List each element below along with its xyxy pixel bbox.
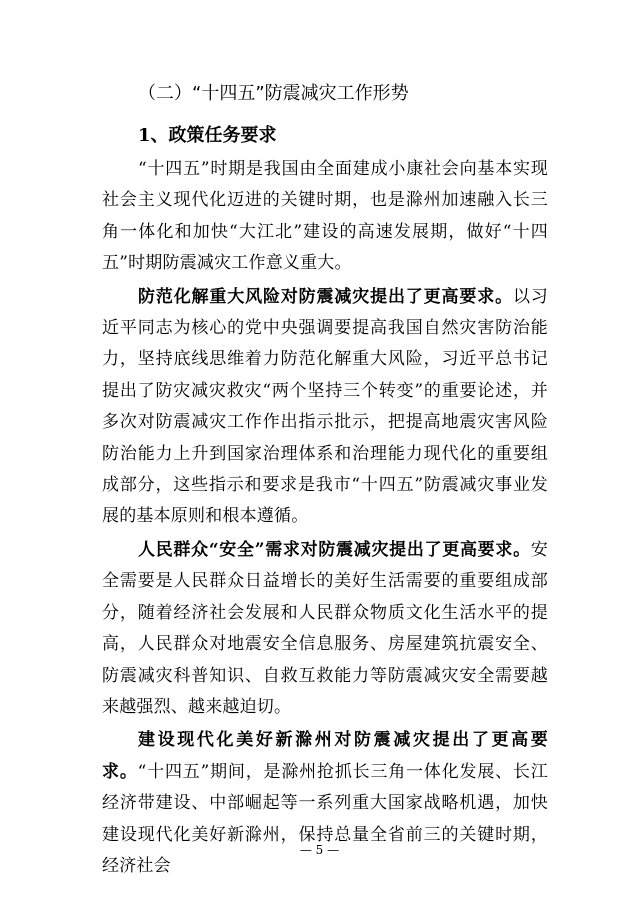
paragraph-lead: 防范化解重大风险对防震减灾提出了更高要求。 [138,286,513,307]
page-number: — 5 — [299,843,340,857]
paragraph-4 [102,725,548,882]
paragraph-text: “十四五”期间，是滁州抢抓长三角一体化发展、长江经济带建设、中部崛起等一系列重大国家战略机遇，加快建设现代化美好新滁州，保持总量全省前三的关键时期，经济社会 [102,761,548,876]
paragraph-1 [102,154,548,280]
page-content [102,80,548,882]
paragraph-text: 以习近平同志为核心的党中央强调要提高我国自然灾害防治能力，坚持底线思维着力防范化解重大风险，习近平总书记提出了防灾减灾救灾“两个坚持三个转变”的重要论述，并多次对防震减灾工作作出指示批示，把提高地震灾害风险防治能力上升到国家治理体系和治理能力现代化的重要组成部分，这些指示和要求是我市“十四五”防震减灾事业发展的基本原则和根本遵循。 [102,286,548,527]
subsection-heading: 1、政策任务要求 [138,125,277,146]
paragraph-3 [102,535,548,723]
paragraph-text: 安全需要是人民群众日益增长的美好生活需要的重要组成部分，随着经济社会发展和人民群众物质文化生活水平的提高，人民群众对地震安全信息服务、房屋建筑抗震安全、防震减灾科普知识、自救互救能力等防震减灾安全需要越来越强烈、越来越迫切。 [102,539,548,717]
paragraph-lead: 建设现代化美好新滁州对防震减灾提出了更高要求。 [102,730,548,782]
paragraph-lead: 人民群众“安全”需求对防震减灾提出了更高要求。 [138,539,531,560]
section-heading: （二）“十四五”防震减灾工作形势 [138,83,409,104]
paragraph-text: “十四五”时期是我国由全面建成小康社会向基本实现社会主义现代化迈进的关键时期，也是滁州加速融入长三角一体化和加快“大江北”建设的高速发展期，做好“十四五”时期防震减灾工作意义重大。 [102,159,548,274]
paragraph-2 [102,282,548,533]
